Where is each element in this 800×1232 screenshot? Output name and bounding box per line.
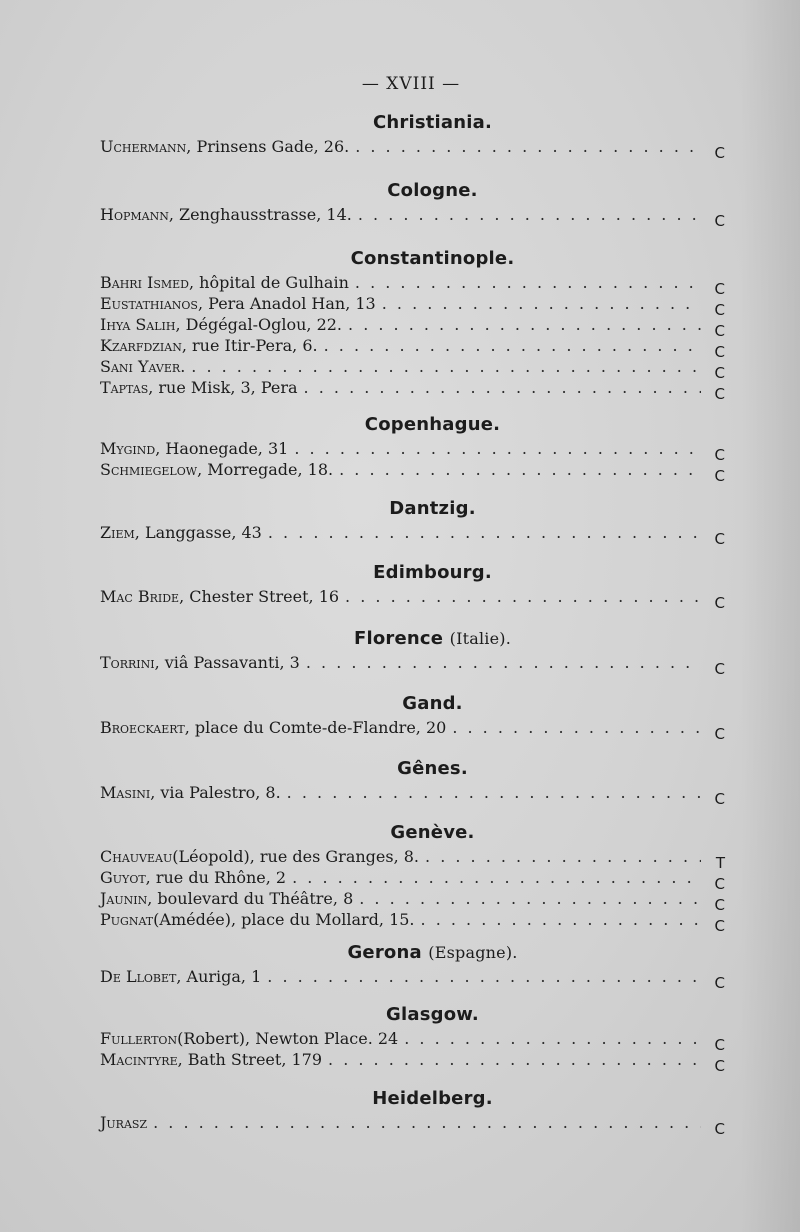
entry-name: Broeckaert <box>100 718 185 737</box>
entry-code: C <box>714 660 725 678</box>
page-number: — XVIII — <box>361 74 461 94</box>
dot-leader <box>294 438 701 459</box>
entry-name: Mygind <box>100 439 156 458</box>
city-name: Edimbourg. <box>373 562 492 583</box>
dot-leader <box>267 966 701 987</box>
list-item <box>100 966 725 992</box>
entry-name: Schmiegelow <box>100 460 198 479</box>
city-qualifier: (Espagne). <box>428 943 518 962</box>
list-item <box>100 293 725 319</box>
city-heading <box>100 756 725 782</box>
list-item <box>100 1028 725 1054</box>
entry-address: , Morregade, 18. <box>197 460 334 479</box>
dot-leader <box>452 717 701 738</box>
list-item <box>100 377 725 403</box>
city-name: Gênes. <box>397 758 468 779</box>
dot-leader <box>306 652 701 673</box>
city-name: Christiania. <box>372 112 493 133</box>
city-heading <box>100 110 725 136</box>
list-item <box>100 909 725 935</box>
list-item <box>100 1049 725 1075</box>
city-section <box>100 756 725 808</box>
list-item <box>100 586 725 612</box>
entry-address: , Langgasse, 43 <box>134 523 262 542</box>
city-section <box>100 560 725 612</box>
entry-code: C <box>714 446 725 464</box>
entry-code: C <box>714 385 725 403</box>
city-heading <box>100 560 725 586</box>
entry-name: Jurasz <box>100 1113 148 1132</box>
list-item <box>100 438 725 464</box>
entry-address: , hôpital de Gulhain <box>188 273 349 292</box>
entry-address: , rue Misk, 3, Pera <box>148 378 298 397</box>
entry-address: , Haonegade, 31 <box>155 439 289 458</box>
city-heading <box>100 412 725 438</box>
city-name: Gerona <box>347 942 422 963</box>
entry-name: Mac Bride <box>100 587 180 606</box>
dot-leader <box>348 314 701 335</box>
entry-name: Bahri Ismed <box>100 273 189 292</box>
list-item <box>100 867 725 893</box>
city-name: Dantzig. <box>389 498 476 519</box>
entry-code: C <box>714 530 725 548</box>
entry-name: Masini <box>100 783 151 802</box>
entry-address: , Bath Street, 179 <box>177 1050 323 1069</box>
city-section <box>100 626 725 678</box>
list-item <box>100 846 725 872</box>
entry-address: (Léopold), rue des Granges, 8. <box>172 847 420 866</box>
dot-leader <box>404 1028 701 1049</box>
list-item <box>100 522 725 548</box>
city-heading <box>100 1086 725 1112</box>
list-item <box>100 717 725 743</box>
entry-name: Torrini <box>100 653 155 672</box>
list-item <box>100 652 725 678</box>
entry-name: Ihya Salih <box>100 315 176 334</box>
dot-leader <box>358 204 701 225</box>
entry-name: Ziem <box>100 523 135 542</box>
entry-name: Sani Yaver <box>100 357 181 376</box>
list-item <box>100 888 725 914</box>
city-heading <box>100 691 725 717</box>
dot-leader <box>355 272 701 293</box>
entry-address: , boulevard du Théâtre, 8 <box>147 889 354 908</box>
city-section <box>100 110 725 162</box>
entry-address: (Robert), Newton Place. 24 <box>177 1029 399 1048</box>
dot-leader <box>345 586 701 607</box>
entry-code: C <box>714 974 725 992</box>
entry-code: C <box>714 343 725 361</box>
entry-code: C <box>714 875 725 893</box>
entry-address: , rue du Rhône, 2 <box>145 868 287 887</box>
entry-code: C <box>714 896 725 914</box>
entry-code: C <box>714 144 725 162</box>
list-item <box>100 314 725 340</box>
city-heading <box>100 178 725 204</box>
entry-code: C <box>714 790 725 808</box>
entry-code: C <box>714 212 725 230</box>
city-section <box>100 820 725 935</box>
city-name: Glasgow. <box>386 1004 479 1025</box>
city-heading <box>100 496 725 522</box>
dot-leader <box>191 356 701 377</box>
list-item <box>100 272 725 298</box>
city-heading <box>100 1002 725 1028</box>
dot-leader <box>292 867 701 888</box>
list-item <box>100 335 725 361</box>
entry-code: C <box>714 1036 725 1054</box>
entry-address: . <box>180 357 186 376</box>
entry-code: C <box>714 1120 725 1138</box>
city-section <box>100 496 725 548</box>
dot-leader <box>339 459 701 480</box>
entry-name: Jaunin <box>100 889 148 908</box>
city-name: Genève. <box>390 822 475 843</box>
entry-name: Hopmann <box>100 205 169 224</box>
city-section <box>100 940 725 992</box>
city-name: Constantinople. <box>350 248 515 269</box>
entry-address: , Dégégal-Oglou, 22. <box>175 315 343 334</box>
city-section <box>100 412 725 485</box>
city-section <box>100 1086 725 1138</box>
entry-address: , Chester Street, 16 <box>179 587 340 606</box>
entry-code: C <box>714 594 725 612</box>
entry-code: C <box>714 364 725 382</box>
entry-code: C <box>714 725 725 743</box>
entry-code: C <box>714 467 725 485</box>
city-name: Heidelberg. <box>372 1088 493 1109</box>
city-section <box>100 1002 725 1075</box>
entry-name: Eustathianos <box>100 294 198 313</box>
list-item <box>100 459 725 485</box>
city-section <box>100 178 725 230</box>
dot-leader <box>425 846 701 867</box>
city-heading <box>100 626 725 652</box>
dot-leader <box>421 909 701 930</box>
entry-name: Macintyre <box>100 1050 178 1069</box>
entry-code: C <box>714 280 725 298</box>
dot-leader <box>355 136 701 157</box>
entry-address: , place du Comte-de-Flandre, 20 <box>184 718 447 737</box>
entry-code: C <box>714 1057 725 1075</box>
entry-address: , Auriga, 1 <box>176 967 262 986</box>
dot-leader <box>328 1049 701 1070</box>
entry-name: Kzarfdzian <box>100 336 182 355</box>
entry-code: T <box>715 854 725 872</box>
dot-leader <box>304 377 701 398</box>
city-section <box>100 246 725 403</box>
dot-leader <box>153 1112 701 1133</box>
city-name: Florence <box>353 628 444 649</box>
entry-address: , viâ Passavanti, 3 <box>154 653 300 672</box>
city-name: Gand. <box>402 693 463 714</box>
entry-address: , Prinsens Gade, 26. <box>186 137 350 156</box>
list-item <box>100 136 725 162</box>
entry-name: Chauveau <box>100 847 173 866</box>
list-item <box>100 1112 725 1138</box>
dot-leader <box>268 522 701 543</box>
city-section <box>100 691 725 743</box>
city-heading <box>100 820 725 846</box>
entry-address: , Pera Anadol Han, 13 <box>197 294 376 313</box>
entry-name: Fullerton <box>100 1029 178 1048</box>
entry-address: , via Palestro, 8. <box>150 783 281 802</box>
list-item <box>100 782 725 808</box>
list-item <box>100 204 725 230</box>
city-qualifier: (Italie). <box>449 629 512 648</box>
list-item <box>100 356 725 382</box>
dot-leader <box>324 335 701 356</box>
entry-name: Pugnat <box>100 910 154 929</box>
entry-address: , rue Itir-Pera, 6. <box>181 336 318 355</box>
entry-code: C <box>714 301 725 319</box>
city-name: Cologne. <box>387 180 478 201</box>
entry-code: C <box>714 917 725 935</box>
dot-leader <box>382 293 701 314</box>
entry-address: (Amédée), place du Mollard, 15. <box>153 910 415 929</box>
entry-address: , Zenghausstrasse, 14. <box>168 205 352 224</box>
city-heading <box>100 246 725 272</box>
city-heading <box>100 940 725 966</box>
entry-name: Guyot <box>100 868 146 887</box>
entry-code: C <box>714 322 725 340</box>
entry-name: Uchermann <box>100 137 187 156</box>
dot-leader <box>287 782 701 803</box>
entry-name: De Llobet <box>100 967 177 986</box>
city-name: Copenhague. <box>364 414 501 435</box>
dot-leader <box>359 888 701 909</box>
entry-name: Taptas <box>100 378 149 397</box>
